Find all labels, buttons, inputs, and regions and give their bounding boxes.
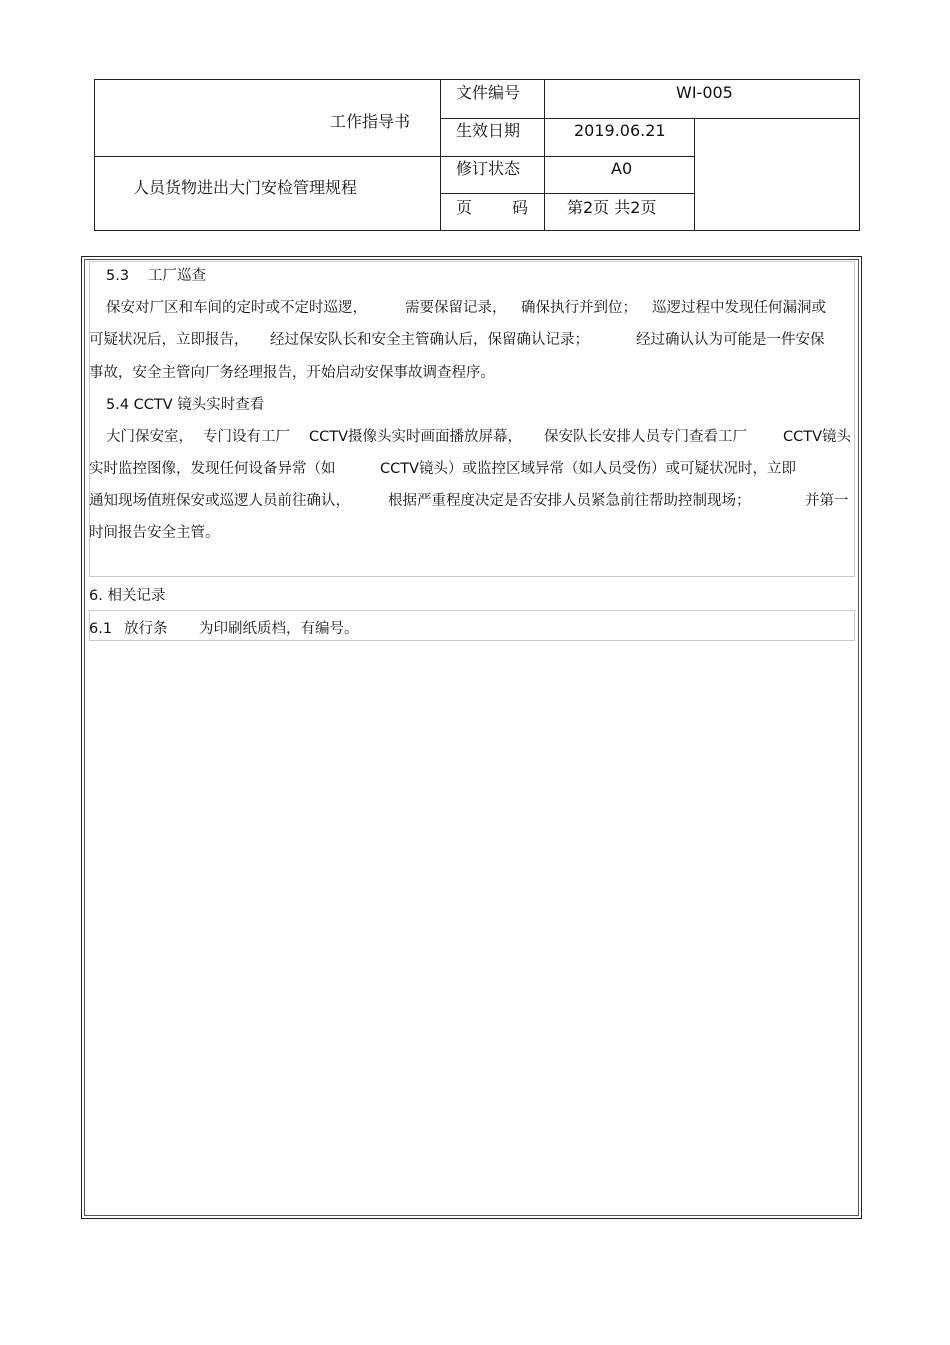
paragraph-segment: 需要保留记录， (405, 300, 507, 316)
paragraph-segment: 根据严重程度决定是否安排人员紧急前往帮助控制现场； (388, 493, 751, 509)
paragraph-segment: 经过保安队长和安全主管确认后，保留确认记录； (270, 332, 589, 348)
section-6-heading: 6. 相关记录 (89, 588, 166, 604)
label-file-no: 文件编号 (456, 83, 521, 102)
header-divider (544, 79, 545, 231)
paragraph-segment: 实时监控图像，发现任何设备异常（如 (89, 461, 336, 477)
paragraph-segment: 经过确认认为可能是一件安保 (636, 332, 825, 348)
value-page: 第2页 共2页 (567, 198, 657, 217)
label-page-b: 码 (512, 198, 529, 217)
record-item-number: 6.1 (89, 621, 113, 637)
section-53-heading: 工厂巡查 (148, 268, 206, 284)
section-53-number: 5.3 (106, 268, 130, 284)
paragraph-segment: 通知现场值班保安或巡逻人员前往确认， (89, 493, 350, 509)
record-item-name: 放行条 (124, 621, 168, 637)
doc-title: 人员货物进出大门安检管理规程 (133, 178, 358, 197)
paragraph-segment: CCTV镜头 (783, 429, 852, 445)
header-divider (440, 118, 860, 119)
paragraph-segment: 专门设有工厂 (203, 429, 290, 445)
value-file-no: WI-005 (676, 83, 733, 102)
label-revision: 修订状态 (456, 159, 521, 178)
paragraph-segment: 可疑状况后，立即报告， (89, 332, 249, 348)
paragraph-segment: CCTV镜头）或监控区域异常（如人员受伤）或可疑状况时，立即 (380, 461, 797, 477)
paragraph-segment: 大门保安室， (106, 429, 193, 445)
label-effective-date: 生效日期 (456, 121, 521, 140)
paragraph-segment: 确保执行并到位； (521, 300, 637, 316)
paragraph-segment: 巡逻过程中发现任何漏洞或 (652, 300, 826, 316)
header-divider (440, 156, 694, 157)
header-divider (440, 193, 694, 194)
header-divider (440, 79, 441, 231)
paragraph-segment: 时间报告安全主管。 (89, 525, 220, 541)
value-effective-date: 2019.06.21 (574, 121, 666, 140)
paragraph-segment: CCTV摄像头实时画面播放屏幕， (309, 429, 523, 445)
doc-type: 工作指导书 (330, 112, 411, 131)
paragraph-segment: 保安对厂区和车间的定时或不定时巡逻， (106, 300, 367, 316)
paragraph-segment: 事故，安全主管向厂务经理报告，开始启动安保事故调查程序。 (89, 365, 495, 381)
label-page-a: 页 (456, 198, 473, 217)
paragraph-segment: 保安队长安排人员专门查看工厂 (544, 429, 747, 445)
section-54-heading: 5.4 CCTV 镜头实时查看 (106, 397, 265, 413)
header-divider (694, 118, 695, 231)
paragraph-segment: 并第一 (805, 493, 849, 509)
header-divider (94, 156, 440, 157)
value-revision: A0 (611, 159, 633, 178)
record-item-desc: 为印刷纸质档，有编号。 (199, 621, 359, 637)
